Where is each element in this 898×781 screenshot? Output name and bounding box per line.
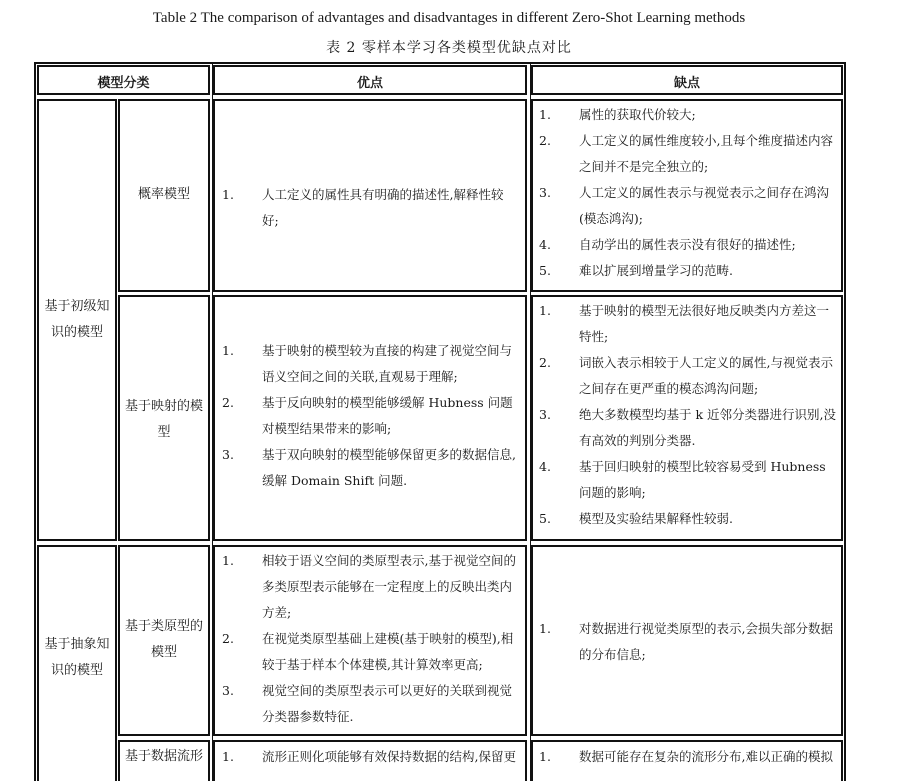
list-item bbox=[222, 744, 520, 770]
list-item bbox=[539, 232, 836, 258]
table-caption-chinese: 表 2 零样本学习各类模型优缺点对比 bbox=[326, 40, 572, 56]
list-item bbox=[222, 548, 520, 626]
list-item bbox=[539, 402, 836, 454]
header-disadvantages: 缺点 bbox=[673, 76, 700, 91]
model-name: 基于数据流形 bbox=[124, 749, 203, 764]
item-text: 自动学出的属性表示没有很好的描述性; bbox=[579, 237, 796, 252]
table-caption-english: Table 2 The comparison of advantages and disadvantages in different Zero-Shot Learning methods bbox=[152, 10, 746, 26]
item-number: 3. bbox=[539, 407, 551, 422]
item-number: 1. bbox=[222, 187, 234, 202]
item-number: 1. bbox=[539, 621, 551, 636]
advantages-list bbox=[222, 182, 520, 234]
list-item bbox=[539, 350, 836, 402]
disadvantages-list bbox=[539, 102, 836, 284]
item-number: 2. bbox=[539, 133, 551, 148]
item-text: 人工定义的属性维度较小,且每个维度描述内容之间并不是完全独立的; bbox=[579, 133, 833, 174]
item-number: 3. bbox=[222, 447, 234, 462]
header-category: 模型分类 bbox=[97, 76, 150, 91]
item-number: 2. bbox=[222, 395, 234, 410]
list-item bbox=[222, 678, 520, 730]
model-name: 基于类原型的模型 bbox=[124, 619, 203, 660]
advantages-list bbox=[222, 744, 520, 770]
list-item bbox=[222, 390, 520, 442]
item-text: 基于反向映射的模型能够缓解 Hubness 问题对模型结果带来的影响; bbox=[262, 395, 513, 436]
disadvantages-list bbox=[539, 298, 836, 532]
list-item bbox=[539, 128, 836, 180]
disadvantages-list bbox=[539, 616, 836, 668]
list-item bbox=[539, 506, 836, 532]
item-number: 3. bbox=[539, 185, 551, 200]
list-item bbox=[539, 258, 836, 284]
list-item bbox=[539, 102, 836, 128]
list-item bbox=[539, 298, 836, 350]
item-text: 基于回归映射的模型比较容易受到 Hubness 问题的影响; bbox=[579, 459, 826, 500]
item-text: 属性的获取代价较大; bbox=[579, 107, 696, 122]
item-number: 4. bbox=[539, 459, 551, 474]
item-number: 5. bbox=[539, 263, 551, 278]
item-number: 2. bbox=[539, 355, 551, 370]
item-text: 基于双向映射的模型能够保留更多的数据信息,缓解 Domain Shift 问题. bbox=[262, 447, 516, 488]
item-text: 绝大多数模型均基于 k 近邻分类器进行识别,没有高效的判别分类器. bbox=[579, 407, 836, 448]
group-label: 基于抽象知识的模型 bbox=[44, 637, 110, 678]
item-number: 5. bbox=[539, 511, 551, 526]
list-item bbox=[539, 454, 836, 506]
item-text: 难以扩展到增量学习的范畴. bbox=[579, 263, 733, 278]
item-text: 模型及实验结果解释性较弱. bbox=[579, 511, 733, 526]
item-text: 对数据进行视觉类原型的表示,会损失部分数据的分布信息; bbox=[579, 621, 833, 662]
item-text: 流形正则化项能够有效保持数据的结构,保留更 bbox=[262, 749, 516, 764]
group-label: 基于初级知识的模型 bbox=[44, 299, 110, 340]
item-text: 基于映射的模型无法很好地反映类内方差这一特性; bbox=[579, 303, 830, 344]
list-item bbox=[539, 616, 836, 668]
item-number: 1. bbox=[539, 107, 551, 122]
header-advantages: 优点 bbox=[356, 76, 383, 91]
item-number: 3. bbox=[222, 683, 234, 698]
item-number: 1. bbox=[222, 749, 234, 764]
list-item bbox=[222, 626, 520, 678]
item-number: 2. bbox=[222, 631, 234, 646]
item-text: 基于映射的模型较为直接的构建了视觉空间与语义空间之间的关联,直观易于理解; bbox=[262, 343, 513, 384]
item-text: 人工定义的属性表示与视觉表示之间存在鸿沟(模态鸿沟); bbox=[579, 185, 830, 226]
model-name: 概率模型 bbox=[137, 187, 190, 202]
item-text: 相较于语义空间的类原型表示,基于视觉空间的多类原型表示能够在一定程度上的反映出类内方差; bbox=[262, 553, 516, 620]
item-text: 视觉空间的类原型表示可以更好的关联到视觉分类器参数特征. bbox=[262, 683, 513, 724]
item-text: 人工定义的属性具有明确的描述性,解释性较好; bbox=[262, 187, 504, 228]
item-number: 4. bbox=[539, 237, 551, 252]
list-item bbox=[539, 180, 836, 232]
disadvantages-list bbox=[539, 744, 836, 770]
item-number: 1. bbox=[539, 303, 551, 318]
item-number: 1. bbox=[222, 343, 234, 358]
list-item bbox=[222, 338, 520, 390]
model-name: 基于映射的模型 bbox=[124, 399, 203, 440]
item-text: 词嵌入表示相较于人工定义的属性,与视觉表示之间存在更严重的模态鸿沟问题; bbox=[579, 355, 833, 396]
item-number: 1. bbox=[222, 553, 234, 568]
item-number: 1. bbox=[539, 749, 551, 764]
list-item bbox=[222, 442, 520, 494]
list-item bbox=[222, 182, 520, 234]
list-item bbox=[539, 744, 836, 770]
item-text: 数据可能存在复杂的流形分布,难以正确的模拟 bbox=[579, 749, 833, 764]
item-text: 在视觉类原型基础上建模(基于映射的模型),相较于基于样本个体建模,其计算效率更高; bbox=[262, 631, 514, 672]
advantages-list bbox=[222, 548, 520, 730]
advantages-list bbox=[222, 338, 520, 494]
